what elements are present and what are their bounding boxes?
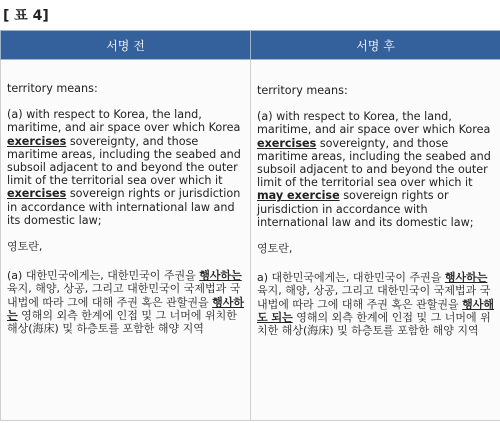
column-header-before: 서명 전 <box>1 31 251 60</box>
before-en-part2: sovereignty, and those maritime areas, including the seabed and subsoil adjacent to and beyond the outer limit of the territorial sea over which it <box>7 134 241 188</box>
content-row <box>1 60 500 421</box>
after-korean-intro: 영토란, <box>257 242 293 256</box>
after-ko-part1: a) 대한민국에게는, 대한민국이 주권을 <box>257 271 445 285</box>
before-cell <box>1 60 251 421</box>
after-korean-text <box>257 271 494 337</box>
after-en-part3: sovereign rights or jurisdiction in accordance with international law and its domestic law; <box>257 189 474 229</box>
before-ko-part3: 영해의 외측 한계에 인접 및 그 너머에 위치한 해상(海床) 및 하층토를 포함한 해양 지역 <box>7 308 237 336</box>
after-en-part2: sovereignty, and those maritime areas, including the seabed and subsoil adjacent to and beyond the outer limit of the territorial sea over which it <box>257 136 491 190</box>
after-ko-part2: 육지, 해양, 상공, 그리고 대한민국이 국제법과 국내법에 따라 그에 대해 주권 혹은 관할권을 <box>257 284 491 311</box>
before-korean-text <box>7 269 244 335</box>
after-ko-part3: 영해의 외측 한계에 인접 및 그 너머에 위치한 해상(海床) 및 하층토를 포함한 해양 지역 <box>257 310 491 338</box>
before-intro: territory means: <box>7 82 98 95</box>
before-ko-keyword1: 행사하는 <box>199 269 242 283</box>
before-en-part3: sovereign rights or jurisdiction in accordance with international law and its domestic law; <box>7 187 241 227</box>
before-en-keyword1: exercises <box>7 134 67 148</box>
before-ko-part2: 육지, 해양, 상공, 그리고 대한민국이 국제법과 국내법에 따라 그에 대해 주권 혹은 관할권을 <box>7 282 241 309</box>
column-header-after: 서명 후 <box>251 31 500 60</box>
after-en-keyword2: may exercise <box>257 189 340 203</box>
before-korean-intro: 영토란, <box>7 240 43 254</box>
table-caption: [ 표 4] <box>3 8 49 24</box>
after-cell <box>251 60 500 421</box>
before-english-text <box>7 108 244 227</box>
header-row <box>1 31 500 60</box>
comparison-table <box>0 30 500 421</box>
after-en-keyword1: exercises <box>257 136 317 150</box>
before-ko-part1: (a) 대한민국에게는, 대한민국이 주권을 <box>7 269 200 283</box>
after-en-part1: (a) with respect to Korea, the land, maritime, and air space over which Korea <box>257 110 491 137</box>
after-english-text <box>257 110 494 229</box>
before-en-part1: (a) with respect to Korea, the land, maritime, and air space over which Korea <box>7 108 241 135</box>
before-ko-keyword2: 행사하는 <box>7 295 245 322</box>
after-intro: territory means: <box>257 84 348 97</box>
after-ko-keyword1: 행사하는 <box>444 271 488 285</box>
after-ko-keyword2: 행사해도 되는 <box>257 297 495 324</box>
before-en-keyword2: exercises <box>7 187 67 201</box>
